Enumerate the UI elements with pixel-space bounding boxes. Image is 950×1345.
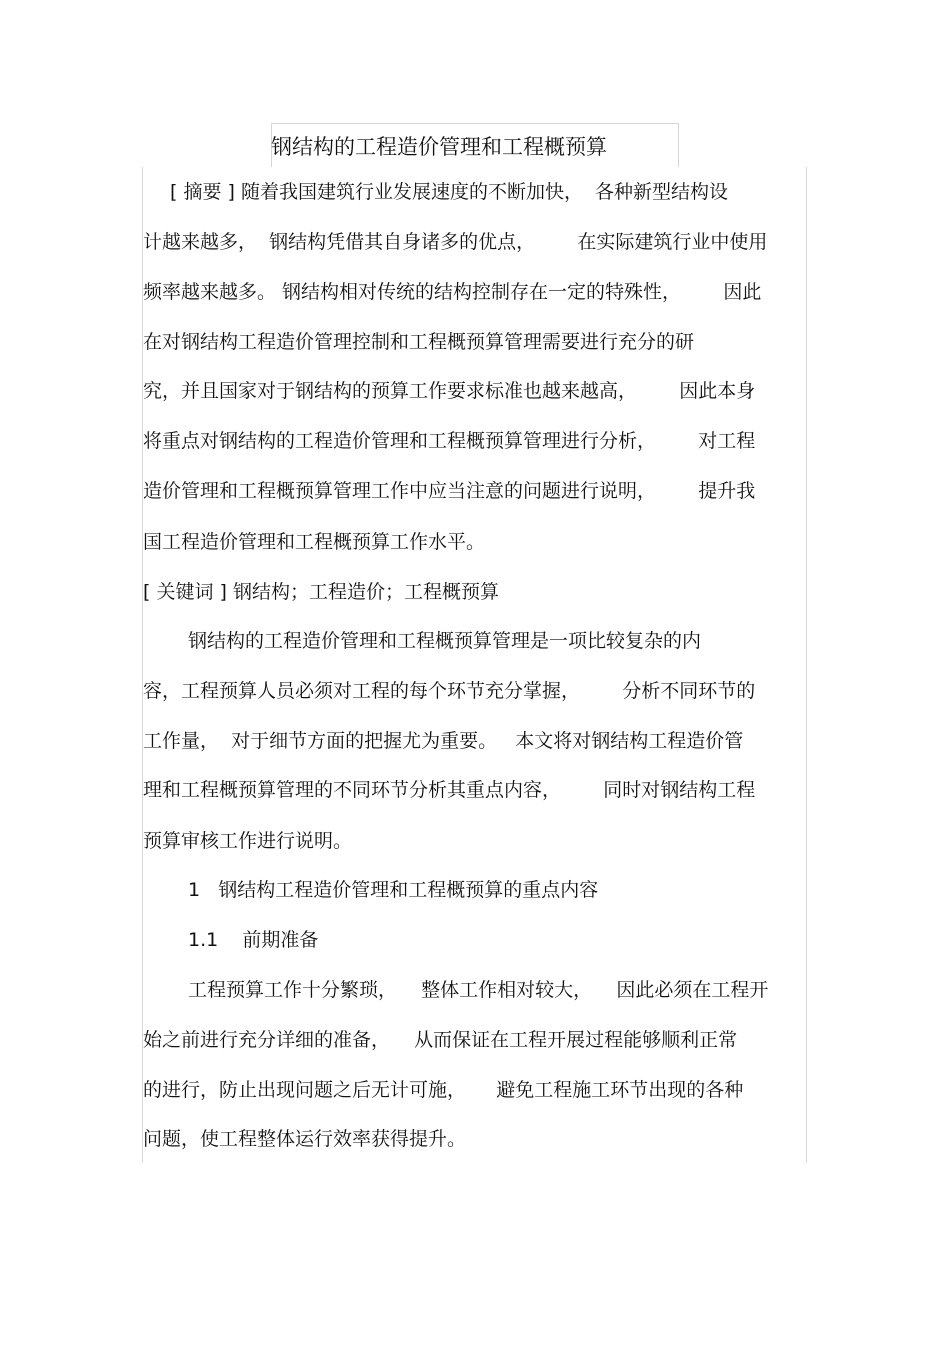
paragraph-line: 始之前进行充分详细的准备， 从而保证在工程开展过程能够顺利正常	[143, 1029, 738, 1051]
paragraph-line: 容，工程预算人员必须对工程的每个环节充分掌握， 分析不同环节的	[143, 680, 756, 702]
abstract-line-3: 频率越来越多。 钢结构相对传统的结构控制存在一定的特殊性， 因此	[143, 281, 762, 303]
paragraph-line: 预算审核工作进行说明。	[143, 830, 353, 852]
section-heading: 1 钢结构工程造价管理和工程概预算的重点内容	[188, 879, 599, 901]
keywords-line: [ 关键词 ] 钢结构；工程造价；工程概预算	[143, 581, 499, 603]
paragraph-line: 工程预算工作十分繁琐， 整体工作相对较大， 因此必须在工程开	[188, 979, 769, 1001]
abstract-line-5: 究，并且国家对于钢结构的预算工作要求标准也越来越高， 因此本身	[143, 380, 756, 402]
abstract-line-1: [ 摘要 ] 随着我国建筑行业发展速度的不断加快， 各种新型结构设	[170, 181, 729, 203]
paragraph-line: 理和工程概预算管理的不同环节分析其重点内容， 同时对钢结构工程	[143, 779, 756, 801]
abstract-line-6: 将重点对钢结构的工程造价管理和工程概预算管理进行分析， 对工程	[143, 430, 756, 452]
abstract-line-4: 在对钢结构工程造价管理控制和工程概预算管理需要进行充分的研	[143, 331, 695, 353]
text-frame	[142, 167, 807, 1163]
abstract-line-2: 计越来越多， 钢结构凭借其自身诸多的优点， 在实际建筑行业中使用	[143, 231, 768, 253]
paragraph-line: 的进行，防止出现问题之后无计可施， 避免工程施工环节出现的各种	[143, 1079, 744, 1101]
paragraph-line: 钢结构的工程造价管理和工程概预算管理是一项比较复杂的内	[188, 630, 702, 652]
document-title: 钢结构的工程造价管理和工程概预算	[271, 135, 607, 159]
abstract-line-8: 国工程造价管理和工程概预算工作水平。	[143, 531, 486, 553]
abstract-line-7: 造价管理和工程概预算管理工作中应当注意的问题进行说明， 提升我	[143, 480, 756, 502]
subsection-heading: 1.1 前期准备	[188, 929, 319, 951]
paragraph-line: 工作量， 对于细节方面的把握尤为重要。 本文将对钢结构工程造价管	[143, 730, 744, 752]
paragraph-line: 问题，使工程整体运行效率获得提升。	[143, 1128, 467, 1150]
